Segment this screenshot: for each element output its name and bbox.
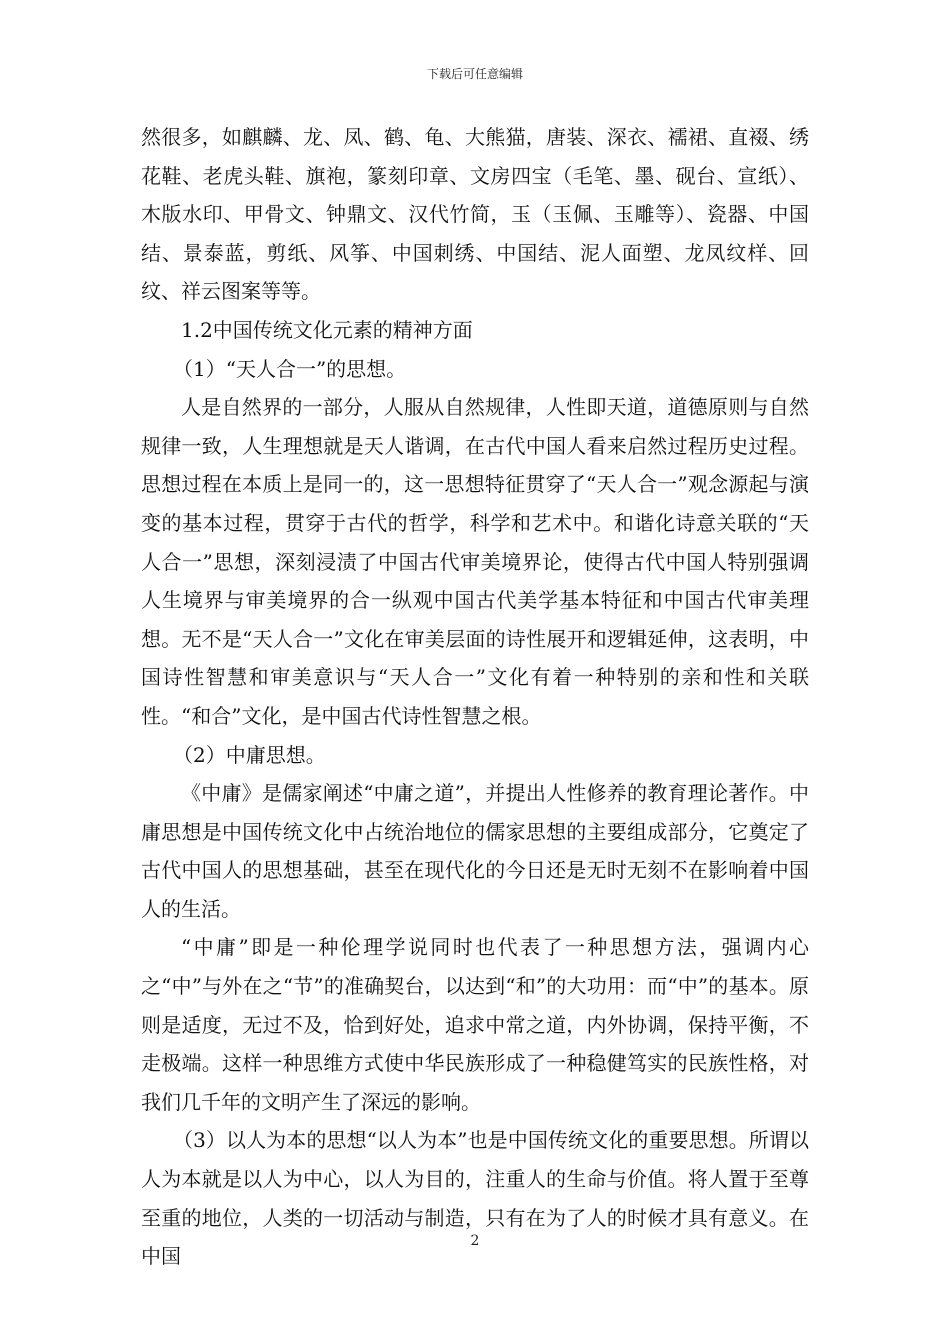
- section-heading: 1.2中国传统文化元素的精神方面: [181, 317, 473, 342]
- paragraph-harmony: 人是自然界的一部分，人服从自然规律，人性即天道，道德原则与自然规律一致，人生理想就是天人谐调，在古代中国人看来启然过程历史过程。思想过程在本质上是同一的，这一思想特征贯穿了“天人合一”观念源起与演变的基本过程，贯穿于古代的哲学，科学和艺术中。和谐化诗意关联的“天人合一”思想，深刻浸渍了中国古代审美境界论，使得古代中国人特别强调人生境界与审美境界的合一纵观中国古代美学基本特征和中国古代审美理想。无不是“天人合一”文化在审美层面的诗性展开和逻辑延伸，这表明，中国诗性智慧和审美意识与“天人合一”文化有着一种特别的亲和性和关联性。“和合”文化，是中国古代诗性智慧之根。: [141, 395, 809, 728]
- paragraph-people-oriented: （3）以人为本的思想“以人为本”也是中国传统文化的重要思想。所谓以人为本就是以人为中心，以人为目的，注重人的生命与价值。将人置于至尊至重的地位，人类的一切活动与制造，只有在为了人的时候才具有意义。在中国: [141, 1128, 809, 1269]
- document-body: [141, 118, 809, 1276]
- paragraph-cultural-elements: 然很多，如麒麟、龙、凤、鹤、龟、大熊猫，唐装、深衣、襦裙、直裰、绣花鞋、老虎头鞋、旗袍，篆刻印章、文房四宝（毛笔、墨、砚台、宣纸）、木版水印、甲骨文、钟鼎文、汉代竹简，玉（玉佩、玉雕等）、瓷器、中国结、景泰蓝，剪纸、风筝、中国刺绣、中国结、泥人面塑、龙凤纹样、回纹、祥云图案等等。: [141, 125, 809, 304]
- page-header: 下载后可任意编辑: [426, 67, 523, 81]
- paragraph-doctrine-of-mean-1: 《中庸》是儒家阐述“中庸之道”，并提出人性修养的教育理论著作。中庸思想是中国传统文化中占统治地位的儒家思想的主要组成部分，它奠定了古代中国人的思想基础，甚至在现代化的今日还是无时无刻不在影响着中国人的生活。: [141, 781, 809, 921]
- page-number: 2: [470, 1233, 480, 1249]
- item-heading-doctrine-of-mean: （2）中庸思想。: [173, 742, 326, 767]
- item-heading-harmony: （1）“天人合一”的思想。: [173, 356, 407, 381]
- paragraph-doctrine-of-mean-2: “中庸”即是一种伦理学说同时也代表了一种思想方法，强调内心之“中”与外在之“节”的准确契台，以达到“和”的大功用：而“中”的基本。原则是适度，无过不及，恰到好处，追求中常之道，内外协调，保持平衡，不走极端。这样一种思维方式使中华民族形成了一种稳健笃实的民族性格，对我们几千年的文明产生了深远的影响。: [141, 935, 809, 1114]
